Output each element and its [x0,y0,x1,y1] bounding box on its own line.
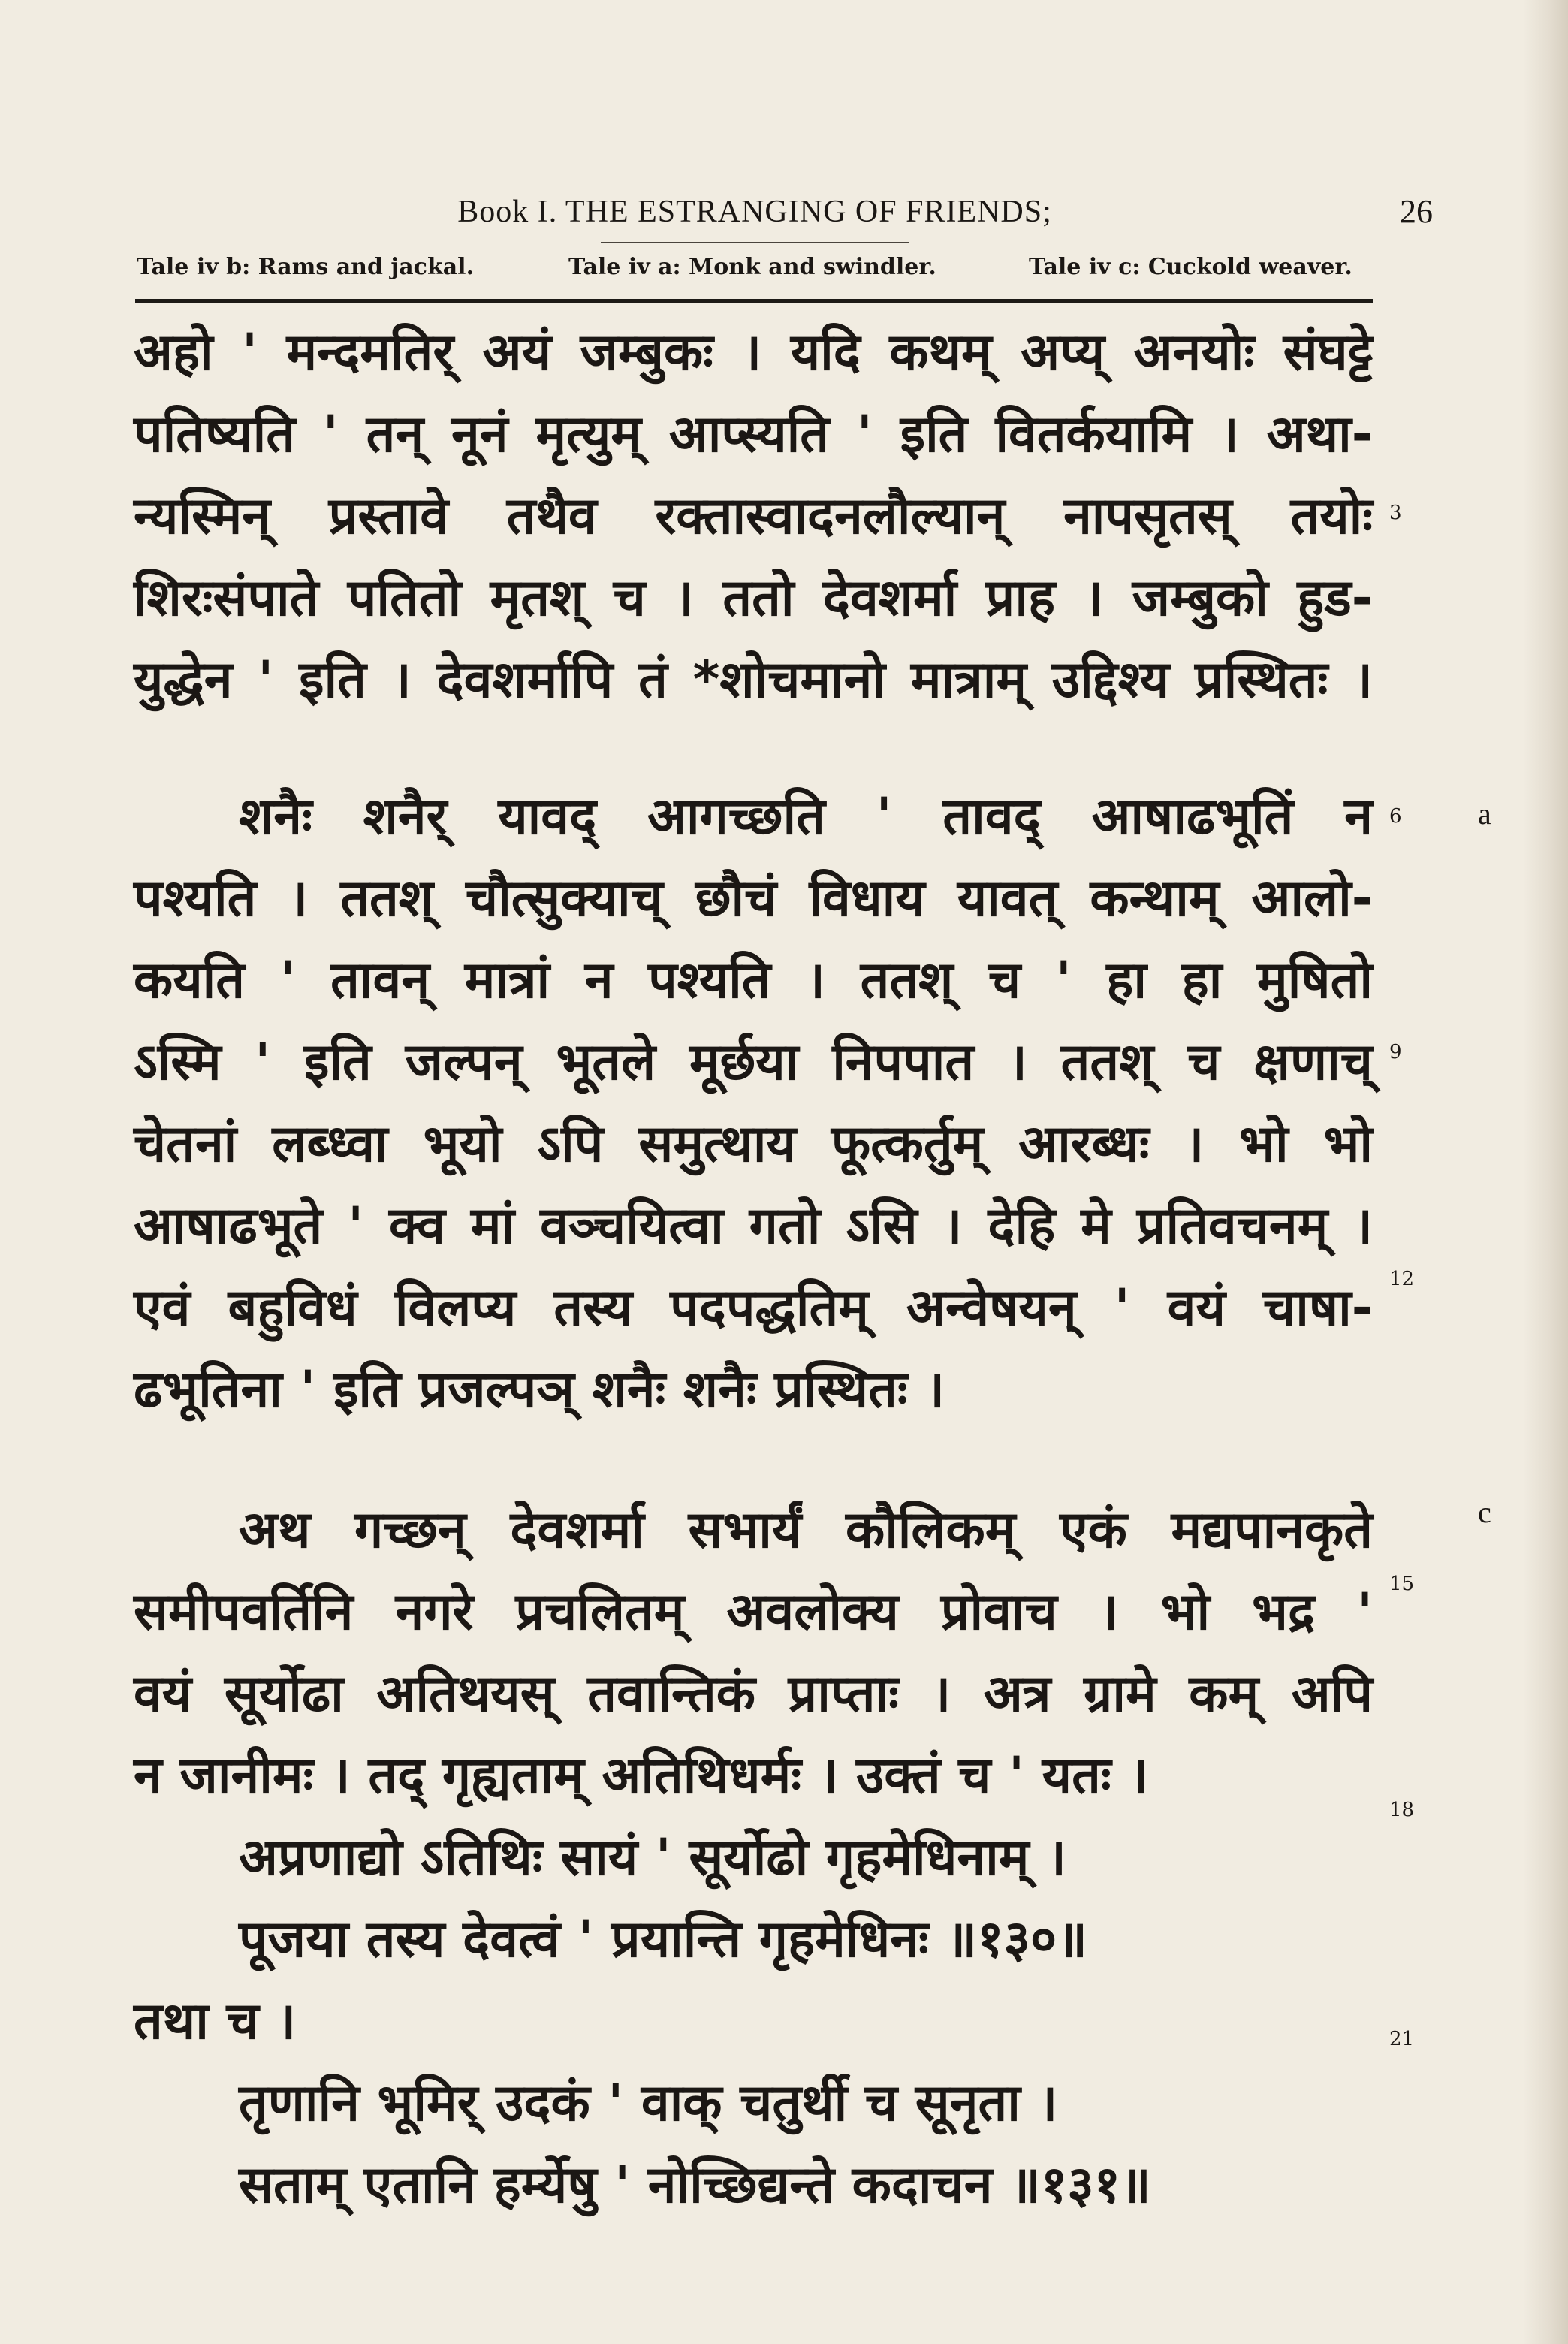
line-number-3: 3 [1389,502,1402,524]
paragraph-2-line-5: चेतनां लब्ध्वा भूयो ऽपि समुत्थाय फूत्कर्तुम् आरब्धः । भो भो [134,1115,1373,1174]
line-number-9: 9 [1389,1041,1402,1063]
paragraph-1-line-4: शिरःसंपाते पतितो मृतश् च । ततो देवशर्मा प्राह । जम्बुको हुड- [134,569,1373,628]
line-number-15: 15 [1389,1573,1415,1595]
verse-130-line-1: अप्रणाद्यो ऽतिथिः सायं ' सूर्योढो गृहमेधिनाम् । [239,1828,1066,1887]
line-number-12: 12 [1389,1268,1415,1290]
line-number-18: 18 [1389,1799,1415,1821]
line-number-21: 21 [1389,2028,1415,2050]
verse-130-line-2: पूजया तस्य देवत्वं ' प्रयान्ति गृहमेधिनः ॥१३०॥ [239,1910,1087,1969]
paragraph-1-line-1: अहो ' मन्दमतिर् अयं जम्बुकः । यदि कथम् अप्य् अनयोः संघट्टे [134,323,1373,382]
verse-131-line-1: तृणानि भूमिर् उदकं ' वाक् चतुर्थी च सूनृता । [239,2074,1058,2133]
paragraph-2-line-3: कयति ' तावन् मात्रां न पश्यति । ततश् च ' हा हा मुषितो [134,951,1373,1010]
paragraph-2-line-6: आषाढभूते ' क्व मां वञ्चयित्वा गतो ऽसि । देहि मे प्रतिवचनम् । [134,1196,1373,1256]
header-rule [135,299,1373,303]
paragraph-3-line-4: न जानीमः । तद् गृह्यताम् अतिथिधर्मः । उक्तं च ' यतः । [134,1746,1149,1806]
paragraph-2-line-4: ऽस्मि ' इति जल्पन् भूतले मूर्छया निपपात । ततश् च क्षणाच् [134,1033,1373,1092]
margin-letter-a: a [1478,797,1491,831]
margin-letter-c: c [1478,1495,1491,1529]
paragraph-2-line-8: ढभूतिना ' इति प्रजल्पञ् शनैः शनैः प्रस्थितः । [134,1360,945,1419]
tale-label-middle: Tale iv a: Monk and swindler. [568,254,936,280]
paragraph-2-line-2: पश्यति । ततश् चौत्सुक्याच् छौचं विधाय यावत् कन्थाम् आलो- [134,869,1373,928]
paragraph-2-line-7: एवं बहुविधं विलप्य तस्य पदपद्धतिम् अन्वेषयन् ' वयं चाषा- [134,1278,1373,1338]
tale-label-left: Tale iv b: Rams and jackal. [137,254,475,280]
paragraph-1-line-3: न्यस्मिन् प्रस्तावे तथैव रक्तास्वादनलौल्यान् नापसृतस् तयोः [134,487,1373,546]
page-edge-shadow [1523,0,1568,2344]
paragraph-1-line-2: पतिष्यति ' तन् नूनं मृत्युम् आप्स्यति ' इति वितर्कयामि । अथा- [134,405,1373,464]
title-underline [601,242,909,243]
verse-131-line-2: सताम् एतानि हर्म्येषु ' नोच्छिद्यन्ते कदाचन ॥१३१॥ [239,2155,1151,2215]
paragraph-2-line-1: शनैः शनैर् यावद् आगच्छति ' तावद् आषाढभूतिं न [239,787,1373,846]
tale-label-right: Tale iv c: Cuckold weaver. [1029,254,1352,280]
page-number: 26 [1400,193,1433,230]
paragraph-3-line-3: वयं सूर्योढा अतिथयस् तवान्तिकं प्राप्ताः । अत्र ग्रामे कम् अपि [134,1664,1373,1724]
running-title: Book I. THE ESTRANGING OF FRIENDS; [457,195,1052,229]
paragraph-3-line-1: अथ गच्छन् देवशर्मा सभार्यं कौलिकम् एकं मद्यपानकृते [239,1501,1373,1560]
connector-line: तथा च । [134,1992,297,2051]
paragraph-1-line-5: युद्धेन ' इति । देवशर्मापि तं *शोचमानो मात्राम् उद्दिश्य प्रस्थितः । [134,650,1373,710]
paragraph-3-line-2: समीपवर्तिनि नगरे प्रचलितम् अवलोक्य प्रोवाच । भो भद्र ' [134,1582,1373,1642]
line-number-6: 6 [1389,805,1402,828]
